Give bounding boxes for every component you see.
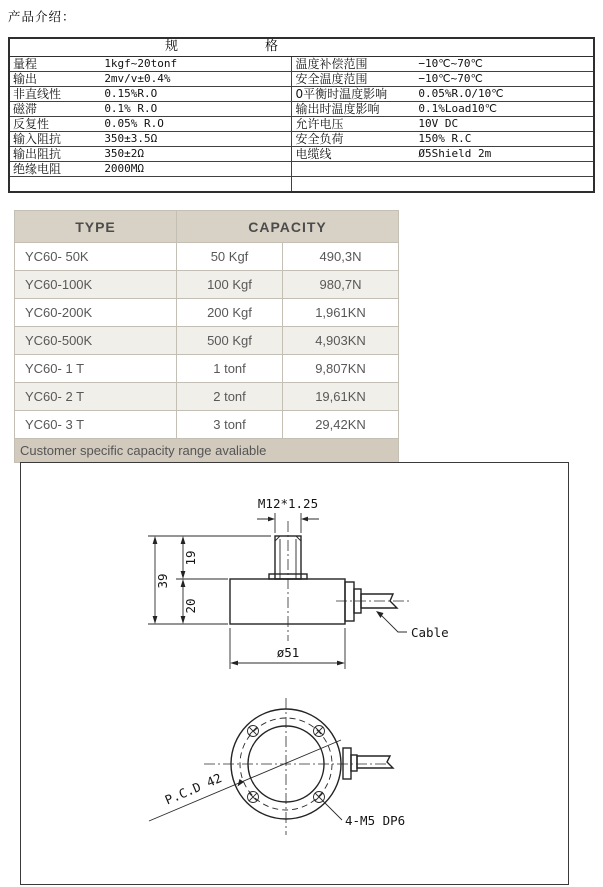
capacity-table (14, 210, 399, 463)
bolt-hole (248, 792, 259, 803)
table-row (15, 355, 399, 383)
bolt-spec-label: 4-M5 DP6 (345, 813, 406, 828)
capacity-cell: 2 tonf (177, 383, 283, 411)
leader-line (380, 614, 407, 632)
spec-value: 0.1%Load10℃ (415, 102, 594, 117)
spec-value: −10℃~70℃ (415, 72, 594, 87)
spec-label: 输出时温度影响 (292, 102, 415, 117)
arrowhead (181, 579, 186, 587)
spec-table-title (9, 38, 594, 57)
spec-row (9, 87, 594, 102)
capacity-cell: 100 Kgf (177, 271, 283, 299)
spec-value: 1kgf~20tonf (101, 57, 292, 72)
spec-label: 反复性 (9, 117, 101, 132)
spec-label: 安全温度范围 (292, 72, 415, 87)
arrowhead (238, 779, 245, 787)
spec-value: 150% R.C (415, 132, 594, 147)
capacity-cell: 50 Kgf (177, 243, 283, 271)
dimension-value-39: 39 (155, 573, 170, 589)
spec-label: 输出 (9, 72, 101, 87)
spec-label: 输入阻抗 (9, 132, 101, 147)
spec-row (9, 132, 594, 147)
table-row (15, 411, 399, 439)
sensor-body (230, 579, 345, 624)
arrowhead (181, 571, 186, 579)
model-cell: YC60- 3 T (15, 411, 177, 439)
table-row (15, 383, 399, 411)
table-row (15, 327, 399, 355)
spec-title-char: 格 (265, 39, 279, 54)
arrowhead (181, 536, 186, 544)
arrowhead (230, 661, 238, 666)
arrowhead (337, 661, 345, 666)
capacity-cell: 1 tonf (177, 355, 283, 383)
load-cell-diagram (21, 463, 568, 884)
spec-row (9, 117, 594, 132)
spec-label (292, 162, 415, 177)
spec-title-char: 规 (165, 39, 179, 54)
spec-value: 0.1% R.O (101, 102, 292, 117)
spec-label: 输出阻抗 (9, 147, 101, 162)
cable-label: Cable (411, 625, 449, 640)
spec-row (9, 162, 594, 177)
capacity-cell: 3 tonf (177, 411, 283, 439)
spec-row (9, 147, 594, 162)
dimension-value-diameter: ø51 (276, 645, 300, 660)
spec-value (101, 177, 292, 193)
spec-value: 2000MΩ (101, 162, 292, 177)
newton-cell: 9,807KN (283, 355, 399, 383)
cable-boss (343, 748, 351, 779)
spec-value: 0.05% R.O (101, 117, 292, 132)
spec-value (415, 162, 594, 177)
capacity-cell: 200 Kgf (177, 299, 283, 327)
spec-label: 允许电压 (292, 117, 415, 132)
arrowhead (268, 517, 275, 522)
spec-value: 0.05%R.O/10℃ (415, 87, 594, 102)
cable-boss (345, 582, 354, 621)
arrowhead (153, 616, 158, 624)
pcd-label: P.C.D 42 (162, 770, 224, 808)
arrowhead (153, 536, 158, 544)
spec-value (415, 177, 594, 193)
model-cell: YC60-500K (15, 327, 177, 355)
capacity-header-row (15, 211, 399, 243)
bolt-hole (314, 726, 325, 737)
newton-cell: 980,7N (283, 271, 399, 299)
spec-row (9, 177, 594, 193)
spec-header-row (9, 38, 594, 57)
cable-gland (351, 755, 357, 771)
dimension-value-20: 20 (183, 598, 198, 614)
technical-drawing (20, 462, 569, 885)
spec-row (9, 72, 594, 87)
spec-value: Ø5Shield 2m (415, 147, 594, 162)
newton-cell: 4,903KN (283, 327, 399, 355)
leader-line (323, 801, 342, 820)
spec-label: 温度补偿范围 (292, 57, 415, 72)
spec-label: 量程 (9, 57, 101, 72)
column-header-type: TYPE (15, 211, 177, 243)
footer-note: Customer specific capacity range avaliable (15, 439, 399, 463)
spec-label: 磁滞 (9, 102, 101, 117)
model-cell: YC60- 50K (15, 243, 177, 271)
spec-label: 绝缘电阻 (9, 162, 101, 177)
capacity-cell: 500 Kgf (177, 327, 283, 355)
spec-value: 10V DC (415, 117, 594, 132)
spec-row (9, 102, 594, 117)
spec-label: 0平衡时温度影响 (292, 87, 415, 102)
dimension-value-19: 19 (183, 550, 198, 566)
table-row (15, 299, 399, 327)
table-row (15, 271, 399, 299)
spec-label (292, 177, 415, 193)
newton-cell: 29,42KN (283, 411, 399, 439)
spec-value: 350±2Ω (101, 147, 292, 162)
model-cell: YC60- 2 T (15, 383, 177, 411)
spec-label: 安全负荷 (292, 132, 415, 147)
model-cell: YC60-100K (15, 271, 177, 299)
arrowhead (181, 616, 186, 624)
spec-label (9, 177, 101, 193)
capacity-footer-row (15, 439, 399, 463)
spec-row (9, 57, 594, 72)
bolt-hole (314, 792, 325, 803)
arrowhead (301, 517, 308, 522)
spec-table (8, 37, 595, 193)
bolt-hole (248, 726, 259, 737)
newton-cell: 19,61KN (283, 383, 399, 411)
spec-label: 非直线性 (9, 87, 101, 102)
spec-value: 0.15%R.O (101, 87, 292, 102)
column-header-capacity: CAPACITY (177, 211, 399, 243)
newton-cell: 490,3N (283, 243, 399, 271)
model-cell: YC60- 1 T (15, 355, 177, 383)
thread-dimension-label: M12*1.25 (257, 496, 319, 511)
cable (357, 756, 393, 768)
model-cell: YC60-200K (15, 299, 177, 327)
page-title: 产品介绍： (8, 9, 76, 24)
table-row (15, 243, 399, 271)
spec-label: 电缆线 (292, 147, 415, 162)
newton-cell: 1,961KN (283, 299, 399, 327)
pcd-line (149, 740, 341, 821)
spec-value: 350±3.5Ω (101, 132, 292, 147)
spec-value: 2mv/v±0.4% (101, 72, 292, 87)
spec-value: −10℃~70℃ (415, 57, 594, 72)
